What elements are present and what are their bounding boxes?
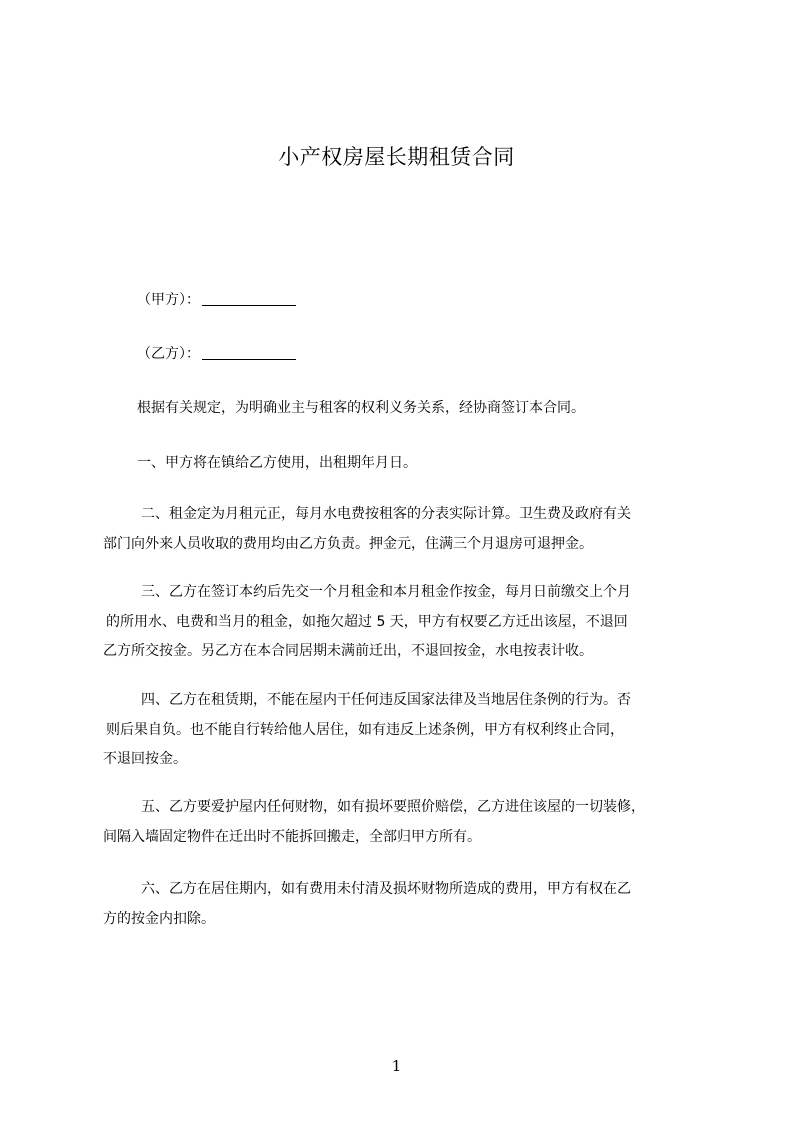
party-a-label: （甲方）： [137, 292, 200, 308]
clause-1 [137, 449, 732, 479]
clause-5-line-1: 五、乙方要爱护屋内任何财物，如有损坏要照价赔偿，乙方进住该屋的一切装修， [141, 799, 645, 815]
party-b-blank [202, 345, 296, 360]
intro-paragraph [137, 394, 732, 424]
party-a-blank [202, 291, 296, 306]
document-title: 小产权房屋长期租赁合同 [278, 145, 515, 169]
clause-2-line-1: 二、租金定为月租元正，每月水电费按租客的分表实际计算。卫生费及政府有关 [141, 506, 631, 522]
clause-6-line-1: 六、乙方在居住期内，如有费用未付清及损坏财物所造成的费用，甲方有权在乙 [141, 881, 631, 897]
intro-text: 根据有关规定，为明确业主与租客的权利义务关系，经协商签订本合同。 [137, 400, 585, 416]
party-b-label: （乙方）： [137, 346, 200, 362]
clause-4-line-3: 不退回按金。 [103, 751, 187, 767]
clause-5 [103, 793, 698, 852]
clause-6 [103, 875, 698, 934]
clause-3-line-1: 三、乙方在签订本约后先交一个月租金和本月租金作按金，每月日前缴交上个月 [141, 584, 631, 600]
page-number: 1 [391, 1057, 402, 1075]
clause-4-line-2: 则后果自负。也不能自行转给他人居住，如有违反上述条例，甲方有权利终止合同， [106, 721, 624, 738]
clause-2 [103, 500, 698, 559]
clause-3-line-2: 的所用水、电费和当月的租金，如拖欠超过 5 天，甲方有权要乙方迁出该屋，不退回 [106, 613, 628, 630]
party-b-line [137, 344, 296, 364]
clause-2-line-2: 部门向外来人员收取的费用均由乙方负责。押金元，住满三个月退房可退押金。 [103, 535, 593, 552]
clause-1-line-1: 一、甲方将在镇给乙方使用，出租期年月日。 [137, 455, 417, 471]
clause-5-line-2: 间隔入墙固定物件在迁出时不能拆回搬走，全部归甲方所有。 [103, 828, 481, 845]
party-a-line [137, 290, 296, 310]
clause-6-line-2: 方的按金内扣除。 [103, 910, 215, 927]
clause-3 [103, 578, 698, 667]
clause-4 [103, 686, 698, 775]
clause-3-line-3: 乙方所交按金。另乙方在本合同居期未满前迁出，不退回按金，水电按表计收。 [103, 643, 593, 659]
clause-4-line-1: 四、乙方在租赁期，不能在屋内干任何违反国家法律及当地居住条例的行为。否 [141, 692, 631, 708]
